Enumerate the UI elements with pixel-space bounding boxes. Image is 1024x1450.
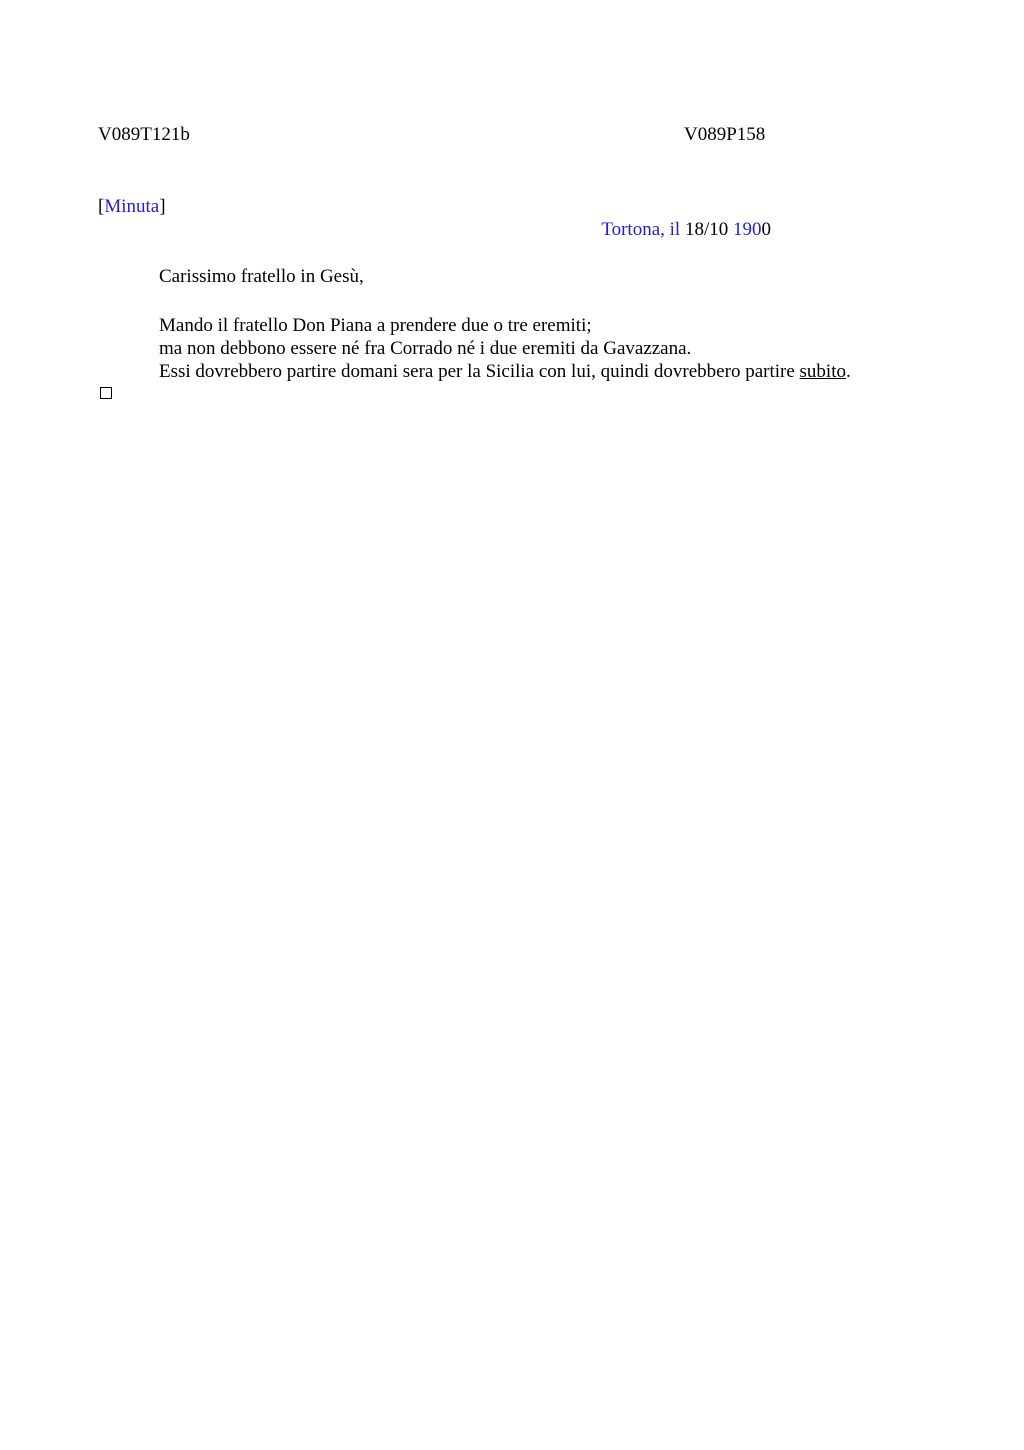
document-code-right: V089P158 (684, 124, 766, 145)
bracket-close: ] (159, 196, 166, 217)
dateline-date: 18/10 (680, 219, 733, 240)
dateline-year-edited: 190 (733, 219, 762, 240)
body-line-1: Mando il fratello Don Piana a prendere due o tre eremiti; (159, 315, 592, 336)
salutation: Carissimo fratello in Gesù, (159, 266, 364, 287)
dateline-year-rest: 0 (761, 219, 771, 240)
body-line-3 (159, 360, 851, 383)
document-code-left: V089T121b (98, 124, 190, 145)
dateline (601, 218, 771, 241)
body-line-2: ma non debbono essere né fra Corrado né i due eremiti da Gavazzana. (159, 338, 692, 359)
draft-label: Minuta (104, 196, 160, 217)
underlined-word: subito (799, 361, 846, 382)
bracket-open: [ (98, 196, 105, 217)
dateline-place: Tortona, il (601, 219, 681, 240)
body-line-3-text: Essi dovrebbero partire domani sera per la Sicilia con lui, quindi dovrebbero partire (159, 361, 800, 382)
empty-square-checkbox-icon (100, 387, 112, 399)
body-line-3-end: . (845, 361, 851, 382)
draft-note (98, 195, 166, 218)
